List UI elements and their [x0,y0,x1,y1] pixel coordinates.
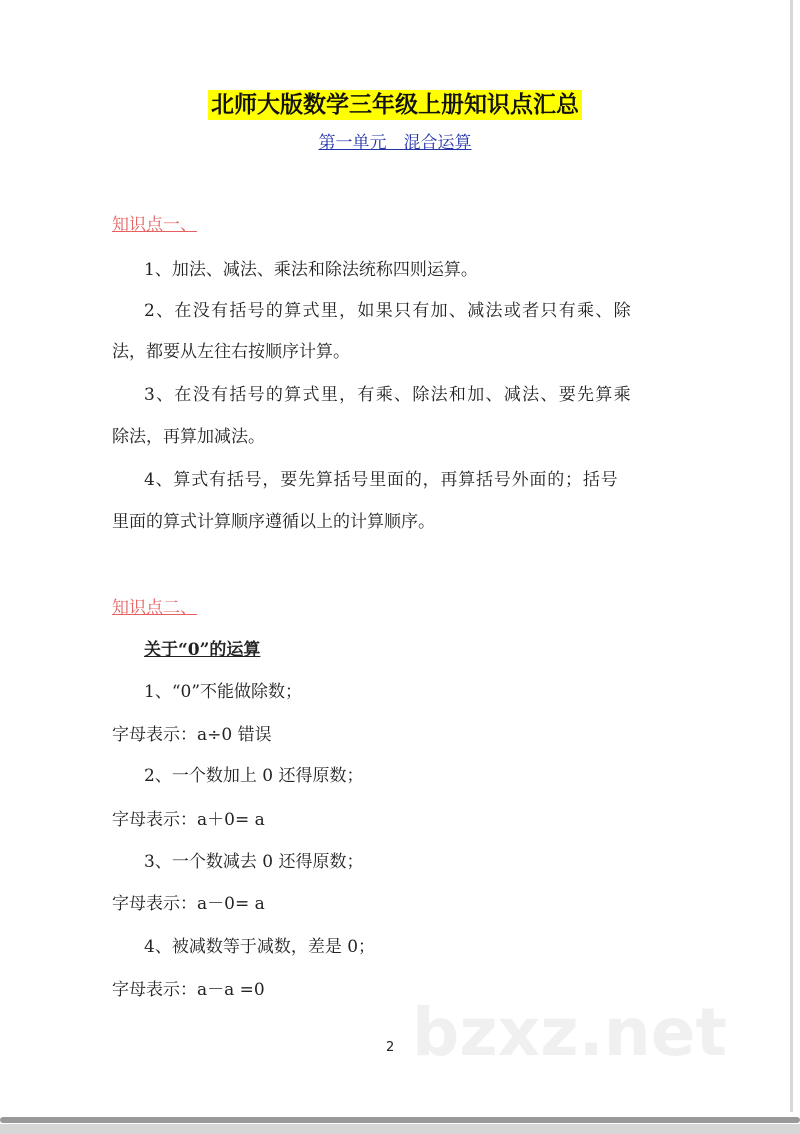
horizontal-scrollbar[interactable] [0,1117,800,1123]
paragraph-line: 1、“0”不能做除数； [144,682,303,702]
paragraph-line: 里面的算式计算顺序遵循以上的计算顺序。 [112,512,435,532]
paragraph-line: 4、被减数等于减数，差是 0； [144,937,376,957]
paragraph-line: 字母表示：a－a =0 [112,980,265,1000]
paragraph-line: 3、在没有括号的算式里，有乘、除法和加、减法、要先算乘 [144,385,632,405]
watermark: bzxz.net [412,994,728,1071]
paragraph-line: 1、加法、减法、乘法和除法统称四则运算。 [144,260,478,280]
paragraph-line: 字母表示：a－0= a [112,894,265,914]
viewer-bottom-strip [0,1124,800,1134]
paragraph-line: 字母表示：a÷0 错误 [112,725,272,745]
knowledge-point-1-heading: 知识点一、 [112,215,197,235]
document-title: 北师大版数学三年级上册知识点汇总 [0,86,790,119]
section-heading: 关于“0”的运算 [144,640,261,660]
paragraph-line: 除法，再算加减法。 [112,427,265,447]
paragraph-line: 法，都要从左往右按顺序计算。 [112,342,350,362]
knowledge-point-2-heading: 知识点二、 [112,598,197,618]
page-number: 2 [386,1040,395,1055]
paragraph-line: 3、一个数减去 0 还得原数； [144,852,364,872]
paragraph-line: 2、在没有括号的算式里，如果只有加、减法或者只有乘、除 [144,301,632,321]
paragraph-line: 2、一个数加上 0 还得原数； [144,766,364,786]
paragraph-line: 字母表示：a＋0= a [112,810,265,830]
paragraph-line: 4、算式有括号，要先算括号里面的，再算括号外面的；括号 [144,470,619,490]
unit-subtitle: 第一单元 混合运算 [318,133,472,153]
